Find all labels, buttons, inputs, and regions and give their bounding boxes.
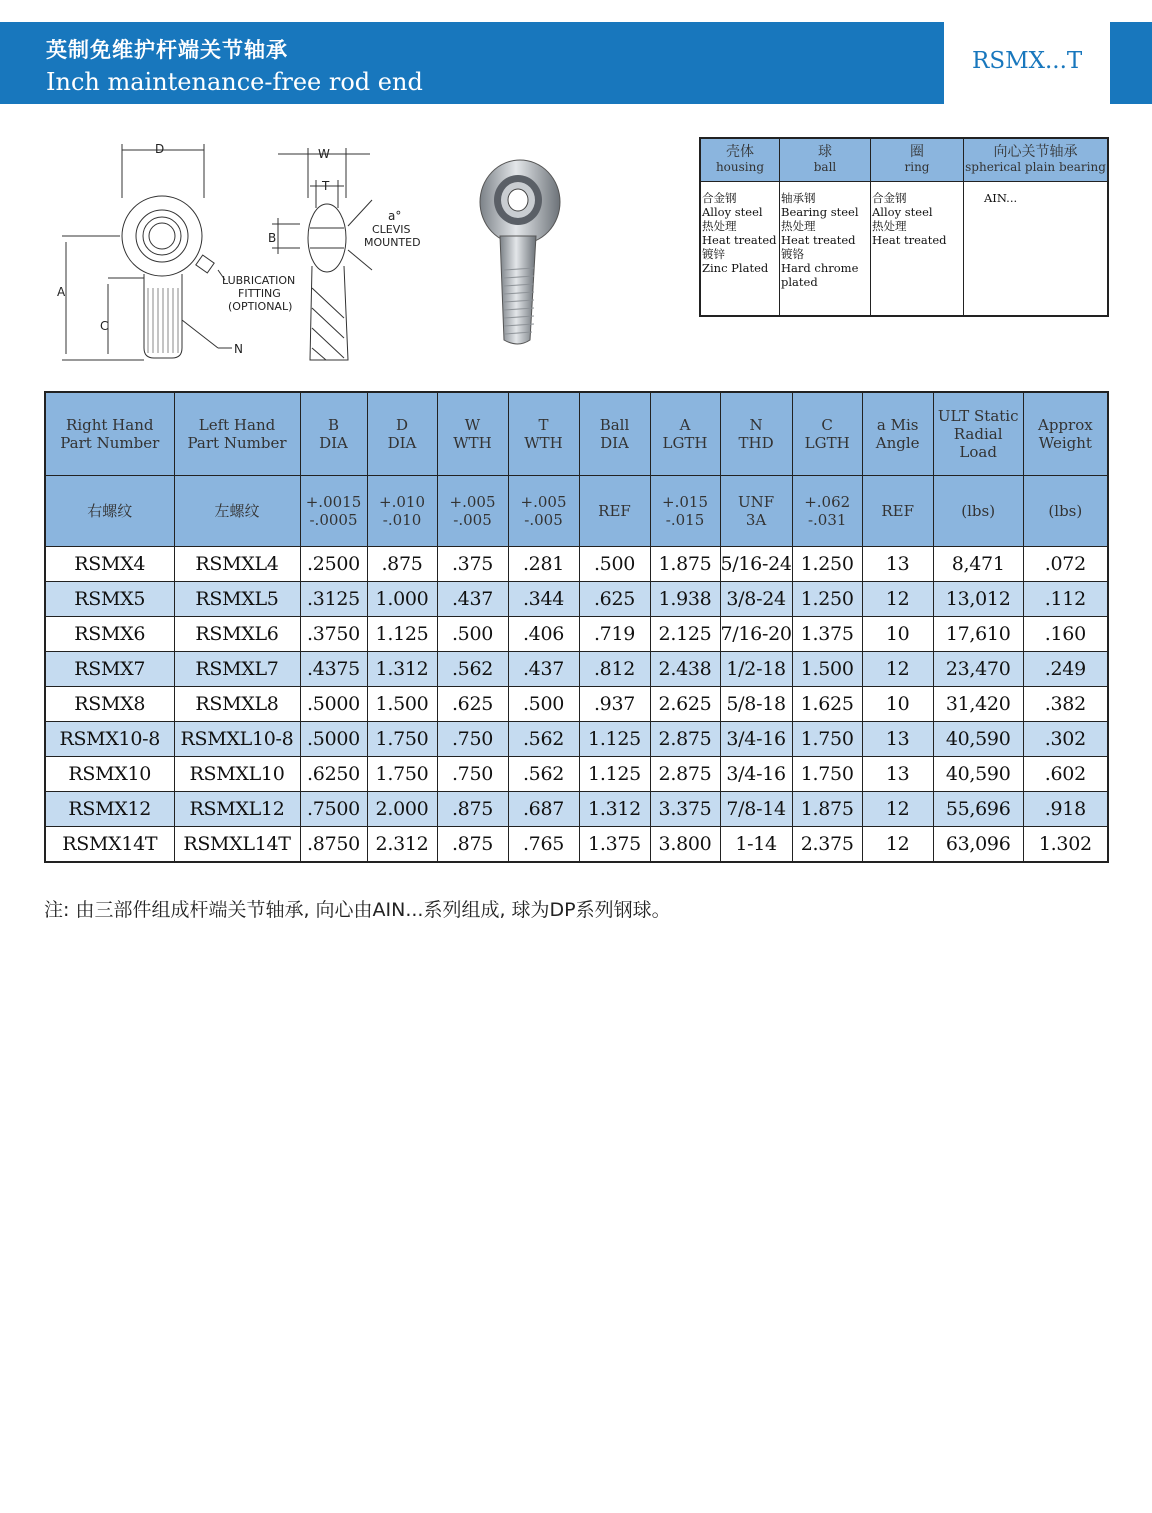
specs-header-cell: Approx Weight <box>1023 392 1108 476</box>
materials-header-ball: 球 ball <box>780 138 871 182</box>
materials-header-ring: 圈 ring <box>871 138 964 182</box>
specs-header-cell: D DIA <box>367 392 437 476</box>
table-cell: 1.625 <box>792 687 862 722</box>
specs-header-cell: W WTH <box>437 392 508 476</box>
label-clevis: CLEVIS <box>372 223 411 236</box>
specs-tolerance-cell: REF <box>862 476 933 547</box>
label-a: A <box>57 285 66 299</box>
table-cell: RSMX12 <box>45 792 174 827</box>
table-cell: .249 <box>1023 652 1108 687</box>
table-cell: 31,420 <box>933 687 1023 722</box>
table-cell: 1.302 <box>1023 827 1108 863</box>
table-cell: RSMXL4 <box>174 547 300 582</box>
title-chinese: 英制免维护杆端关节轴承 <box>46 38 288 62</box>
specs-tolerance-cell: UNF 3A <box>720 476 792 547</box>
table-row <box>45 617 1108 652</box>
table-cell: .875 <box>437 827 508 863</box>
label-angle: a° <box>388 209 402 223</box>
label-c: C <box>100 319 109 333</box>
table-cell: 55,696 <box>933 792 1023 827</box>
table-cell: .500 <box>508 687 579 722</box>
table-cell: 1.938 <box>650 582 720 617</box>
specs-header-cell: N THD <box>720 392 792 476</box>
table-cell: 1/2-18 <box>720 652 792 687</box>
table-cell: .562 <box>437 652 508 687</box>
specs-header-cell: a Mis Angle <box>862 392 933 476</box>
table-cell: 2.625 <box>650 687 720 722</box>
table-cell: .382 <box>1023 687 1108 722</box>
table-cell: 1.125 <box>579 757 650 792</box>
table-cell: .875 <box>437 792 508 827</box>
series-code: RSMX...T <box>972 48 1083 74</box>
header-edge-block <box>1110 22 1152 104</box>
table-cell: RSMXL10 <box>174 757 300 792</box>
table-cell: RSMX4 <box>45 547 174 582</box>
table-cell: 1.750 <box>367 757 437 792</box>
table-cell: RSMXL5 <box>174 582 300 617</box>
table-cell: 2.875 <box>650 757 720 792</box>
table-row <box>45 547 1108 582</box>
specs-header-cell: ULT Static Radial Load <box>933 392 1023 476</box>
header-band <box>0 22 944 104</box>
table-cell: 1.312 <box>367 652 437 687</box>
table-cell: 3/4-16 <box>720 722 792 757</box>
table-cell: .875 <box>367 547 437 582</box>
table-cell: RSMX10-8 <box>45 722 174 757</box>
table-cell: 17,610 <box>933 617 1023 652</box>
table-cell: RSMX14T <box>45 827 174 863</box>
label-d: D <box>155 142 165 156</box>
table-cell: .765 <box>508 827 579 863</box>
table-cell: 1.312 <box>579 792 650 827</box>
table-cell: .281 <box>508 547 579 582</box>
table-cell: 1.375 <box>579 827 650 863</box>
table-cell: 12 <box>862 652 933 687</box>
materials-cell-ball: 轴承钢 Bearing steel 热处理 Heat treated 镀铬 Hard chrome plated <box>780 182 871 317</box>
materials-cell-ring: 合金钢 Alloy steel 热处理 Heat treated <box>871 182 964 317</box>
table-cell: RSMXL12 <box>174 792 300 827</box>
table-cell: .5000 <box>300 722 367 757</box>
table-cell: 3.800 <box>650 827 720 863</box>
table-cell: .437 <box>437 582 508 617</box>
table-cell: 7/16-20 <box>720 617 792 652</box>
table-cell: 2.312 <box>367 827 437 863</box>
specs-header-row <box>45 392 1108 476</box>
table-cell: .562 <box>508 722 579 757</box>
table-cell: RSMXL7 <box>174 652 300 687</box>
rod-end-dimension-drawing <box>50 138 430 368</box>
table-cell: .072 <box>1023 547 1108 582</box>
table-cell: 3/8-24 <box>720 582 792 617</box>
table-cell: .500 <box>437 617 508 652</box>
specs-header-cell: A LGTH <box>650 392 720 476</box>
table-cell: 40,590 <box>933 722 1023 757</box>
specs-header-cell: T WTH <box>508 392 579 476</box>
table-cell: 2.125 <box>650 617 720 652</box>
specs-tolerance-cell: +.005 -.005 <box>508 476 579 547</box>
specs-tolerance-cell: +.005 -.005 <box>437 476 508 547</box>
table-cell: 1.375 <box>792 617 862 652</box>
table-cell: 12 <box>862 582 933 617</box>
materials-cell-housing: 合金钢 Alloy steel 热处理 Heat treated 镀锌 Zinc Plated <box>700 182 780 317</box>
table-cell: 10 <box>862 617 933 652</box>
label-w: W <box>318 147 330 161</box>
table-cell: 1.750 <box>792 722 862 757</box>
specs-header-cell: Right Hand Part Number <box>45 392 174 476</box>
table-cell: .812 <box>579 652 650 687</box>
table-cell: 1-14 <box>720 827 792 863</box>
table-cell: .719 <box>579 617 650 652</box>
table-cell: 12 <box>862 827 933 863</box>
materials-cell-bearing: AIN... <box>964 182 1109 317</box>
table-cell: 2.875 <box>650 722 720 757</box>
label-lubrication: LUBRICATION <box>222 274 296 287</box>
table-cell: .937 <box>579 687 650 722</box>
table-cell: .918 <box>1023 792 1108 827</box>
label-optional: (OPTIONAL) <box>228 300 293 313</box>
specs-header-cell: Ball DIA <box>579 392 650 476</box>
table-cell: .562 <box>508 757 579 792</box>
table-cell: .375 <box>437 547 508 582</box>
table-row <box>45 792 1108 827</box>
specs-header-cell: B DIA <box>300 392 367 476</box>
table-cell: 1.500 <box>792 652 862 687</box>
table-cell: 13 <box>862 757 933 792</box>
table-cell: .750 <box>437 757 508 792</box>
table-cell: .7500 <box>300 792 367 827</box>
table-cell: 1.750 <box>792 757 862 792</box>
table-cell: .750 <box>437 722 508 757</box>
specs-tolerance-cell: +.015 -.015 <box>650 476 720 547</box>
table-cell: .5000 <box>300 687 367 722</box>
table-cell: RSMXL10-8 <box>174 722 300 757</box>
table-cell: 7/8-14 <box>720 792 792 827</box>
materials-table <box>699 137 1109 317</box>
table-cell: 3.375 <box>650 792 720 827</box>
table-cell: RSMXL8 <box>174 687 300 722</box>
table-cell: .3125 <box>300 582 367 617</box>
table-cell: 23,470 <box>933 652 1023 687</box>
table-row <box>45 722 1108 757</box>
table-cell: 1.250 <box>792 582 862 617</box>
table-cell: RSMX8 <box>45 687 174 722</box>
specs-tolerance-cell: (lbs) <box>933 476 1023 547</box>
specs-tolerance-cell: +.0015 -.0005 <box>300 476 367 547</box>
specs-tolerance-cell: 右螺纹 <box>45 476 174 547</box>
table-cell: RSMX7 <box>45 652 174 687</box>
table-cell: .302 <box>1023 722 1108 757</box>
label-mounted: MOUNTED <box>364 236 421 249</box>
table-cell: 1.125 <box>579 722 650 757</box>
label-t: T <box>322 179 330 193</box>
table-cell: 1.125 <box>367 617 437 652</box>
table-cell: 63,096 <box>933 827 1023 863</box>
table-cell: 1.875 <box>792 792 862 827</box>
specs-table <box>44 391 1109 863</box>
table-cell: .2500 <box>300 547 367 582</box>
table-cell: .8750 <box>300 827 367 863</box>
specs-tolerance-cell: +.062 -.031 <box>792 476 862 547</box>
table-cell: 13 <box>862 547 933 582</box>
table-cell: .344 <box>508 582 579 617</box>
table-cell: RSMX10 <box>45 757 174 792</box>
rod-end-product-image <box>468 150 568 350</box>
table-cell: .6250 <box>300 757 367 792</box>
materials-header-housing: 壳体 housing <box>700 138 780 182</box>
table-cell: 1.875 <box>650 547 720 582</box>
footnote: 注: 由三部件组成杆端关节轴承, 向心由AIN...系列组成, 球为DP系列钢球。 <box>44 899 671 921</box>
materials-header-bearing: 向心关节轴承 spherical plain bearing <box>964 138 1109 182</box>
table-cell: 3/4-16 <box>720 757 792 792</box>
table-cell: .500 <box>579 547 650 582</box>
table-cell: RSMXL14T <box>174 827 300 863</box>
specs-tolerance-cell: REF <box>579 476 650 547</box>
table-row <box>45 652 1108 687</box>
table-cell: .406 <box>508 617 579 652</box>
table-cell: .687 <box>508 792 579 827</box>
table-cell: 5/8-18 <box>720 687 792 722</box>
label-n: N <box>234 342 243 356</box>
table-cell: 2.375 <box>792 827 862 863</box>
table-row <box>45 687 1108 722</box>
table-row <box>45 582 1108 617</box>
table-cell: .437 <box>508 652 579 687</box>
specs-tolerance-row <box>45 476 1108 547</box>
specs-header-cell: C LGTH <box>792 392 862 476</box>
table-cell: .4375 <box>300 652 367 687</box>
table-cell: 2.438 <box>650 652 720 687</box>
table-cell: RSMX5 <box>45 582 174 617</box>
title-english: Inch maintenance-free rod end <box>46 68 423 96</box>
specs-tolerance-cell: 左螺纹 <box>174 476 300 547</box>
table-cell: 1.500 <box>367 687 437 722</box>
table-cell: RSMX6 <box>45 617 174 652</box>
table-cell: .112 <box>1023 582 1108 617</box>
label-fitting: FITTING <box>238 287 281 300</box>
table-cell: 12 <box>862 792 933 827</box>
table-cell: 1.750 <box>367 722 437 757</box>
table-cell: 1.000 <box>367 582 437 617</box>
table-cell: 13 <box>862 722 933 757</box>
table-row <box>45 827 1108 863</box>
table-cell: .625 <box>579 582 650 617</box>
table-cell: 13,012 <box>933 582 1023 617</box>
table-cell: RSMXL6 <box>174 617 300 652</box>
specs-tolerance-cell: +.010 -.010 <box>367 476 437 547</box>
label-b: B <box>268 231 277 245</box>
table-cell: 10 <box>862 687 933 722</box>
table-cell: 8,471 <box>933 547 1023 582</box>
table-cell: .625 <box>437 687 508 722</box>
specs-tolerance-cell: (lbs) <box>1023 476 1108 547</box>
table-cell: .602 <box>1023 757 1108 792</box>
table-cell: 40,590 <box>933 757 1023 792</box>
table-cell: 5/16-24 <box>720 547 792 582</box>
table-row <box>45 757 1108 792</box>
table-cell: 1.250 <box>792 547 862 582</box>
table-cell: .3750 <box>300 617 367 652</box>
table-cell: 2.000 <box>367 792 437 827</box>
table-cell: .160 <box>1023 617 1108 652</box>
specs-header-cell: Left Hand Part Number <box>174 392 300 476</box>
